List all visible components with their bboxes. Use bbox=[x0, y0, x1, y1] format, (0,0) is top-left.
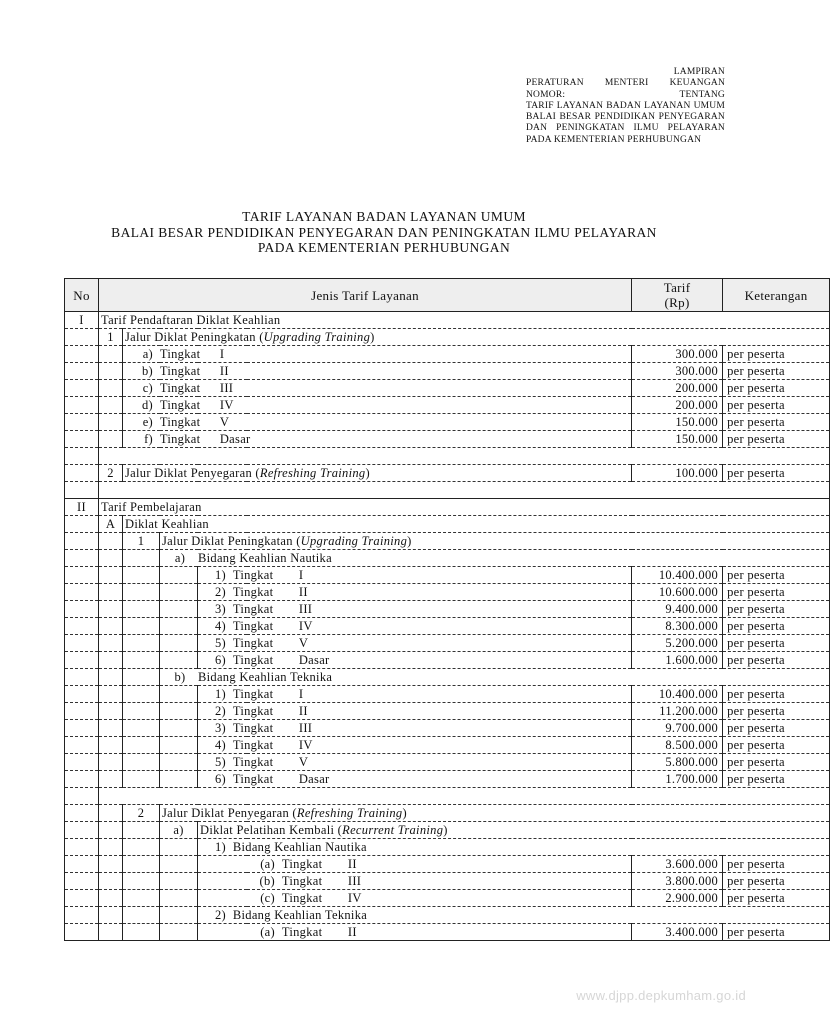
table-row: 3) Tingkat III 9.400.000 per peserta bbox=[65, 601, 830, 618]
table-row: 2 Jalur Diklat Penyegaran (Refreshing Training) bbox=[65, 805, 830, 822]
table-row: 1) Tingkat I 10.400.000 per peserta bbox=[65, 686, 830, 703]
table-row: 1 Jalur Diklat Peningkatan (Upgrading Training) bbox=[65, 329, 830, 346]
subject-line-3: DAN PENINGKATAN ILMU PELAYARAN bbox=[526, 123, 725, 134]
table-row: a) Tingkat I 300.000 per peserta bbox=[65, 346, 830, 363]
table-row: 6) Tingkat Dasar 1.700.000 per peserta bbox=[65, 771, 830, 788]
table-row: a) Bidang Keahlian Nautika bbox=[65, 550, 830, 567]
peraturan-line: PERATURAN MENTERI KEUANGAN bbox=[526, 78, 726, 89]
table-row: d) Tingkat IV 200.000 per peserta bbox=[65, 397, 830, 414]
lampiran-header bbox=[526, 67, 725, 146]
table-row: 1) Tingkat I 10.400.000 per peserta bbox=[65, 567, 830, 584]
table-row: c) Tingkat III 200.000 per peserta bbox=[65, 380, 830, 397]
table-row: a) Diklat Pelatihan Kembali (Recurrent Training) bbox=[65, 822, 830, 839]
table-row: 3) Tingkat III 9.700.000 per peserta bbox=[65, 720, 830, 737]
title-line-2: BALAI BESAR PENDIDIKAN PENYEGARAN DAN PENINGKATAN ILMU PELAYARAN bbox=[111, 224, 657, 240]
header-tarif: Tarif (Rp) bbox=[632, 279, 723, 312]
table-row: (a) Tingkat II 3.600.000 per peserta bbox=[65, 856, 830, 873]
table-row: (a) Tingkat II 3.400.000 per peserta bbox=[65, 924, 830, 941]
table-row-empty bbox=[65, 448, 830, 465]
table-row-empty bbox=[65, 788, 830, 805]
nomor-line: NOMOR: TENTANG bbox=[526, 89, 725, 100]
table-row: (c) Tingkat IV 2.900.000 per peserta bbox=[65, 890, 830, 907]
subject-line-4: PADA KEMENTERIAN PERHUBUNGAN bbox=[526, 134, 702, 145]
header-no: No bbox=[65, 279, 99, 312]
subject-line-1: TARIF LAYANAN BADAN LAYANAN UMUM bbox=[526, 100, 725, 111]
table-row: 2) Tingkat II 10.600.000 per peserta bbox=[65, 584, 830, 601]
table-header bbox=[65, 279, 830, 312]
table-row: I Tarif Pendaftaran Diklat Keahlian bbox=[65, 312, 830, 329]
lampiran-label: LAMPIRAN bbox=[673, 67, 725, 77]
table-row: 1 Jalur Diklat Peningkatan (Upgrading Training) bbox=[65, 533, 830, 550]
table-row: 2) Tingkat II 11.200.000 per peserta bbox=[65, 703, 830, 720]
table-row: II Tarif Pembelajaran bbox=[65, 499, 830, 516]
table-row: 4) Tingkat IV 8.500.000 per peserta bbox=[65, 737, 830, 754]
table-row: 2) Bidang Keahlian Teknika bbox=[65, 907, 830, 924]
header-jenis: Jenis Tarif Layanan bbox=[99, 279, 632, 312]
title-line-1: TARIF LAYANAN BADAN LAYANAN UMUM bbox=[242, 209, 526, 224]
table-row: 6) Tingkat Dasar 1.600.000 per peserta bbox=[65, 652, 830, 669]
table-row: A Diklat Keahlian bbox=[65, 516, 830, 533]
table-row: 1) Bidang Keahlian Nautika bbox=[65, 839, 830, 856]
table-row: 2 Jalur Diklat Penyegaran (Refreshing Training) 100.000 per peserta bbox=[65, 465, 830, 482]
table-row: e) Tingkat V 150.000 per peserta bbox=[65, 414, 830, 431]
watermark-link[interactable]: www.djpp.depkumham.go.id bbox=[576, 988, 746, 1003]
table-row: f) Tingkat Dasar 150.000 per peserta bbox=[65, 431, 830, 448]
document-title bbox=[40, 209, 728, 256]
table-row: 5) Tingkat V 5.200.000 per peserta bbox=[65, 635, 830, 652]
table-row: 5) Tingkat V 5.800.000 per peserta bbox=[65, 754, 830, 771]
header-keterangan: Keterangan bbox=[723, 279, 830, 312]
tariff-table bbox=[64, 278, 830, 941]
table-row: b) Tingkat II 300.000 per peserta bbox=[65, 363, 830, 380]
table-row: b) Bidang Keahlian Teknika bbox=[65, 669, 830, 686]
table-row: (b) Tingkat III 3.800.000 per peserta bbox=[65, 873, 830, 890]
subject-line-2: BALAI BESAR PENDIDIKAN PENYEGARAN bbox=[526, 112, 725, 123]
table-row: 4) Tingkat IV 8.300.000 per peserta bbox=[65, 618, 830, 635]
table-row-empty bbox=[65, 482, 830, 499]
title-line-3: PADA KEMENTERIAN PERHUBUNGAN bbox=[257, 240, 511, 255]
